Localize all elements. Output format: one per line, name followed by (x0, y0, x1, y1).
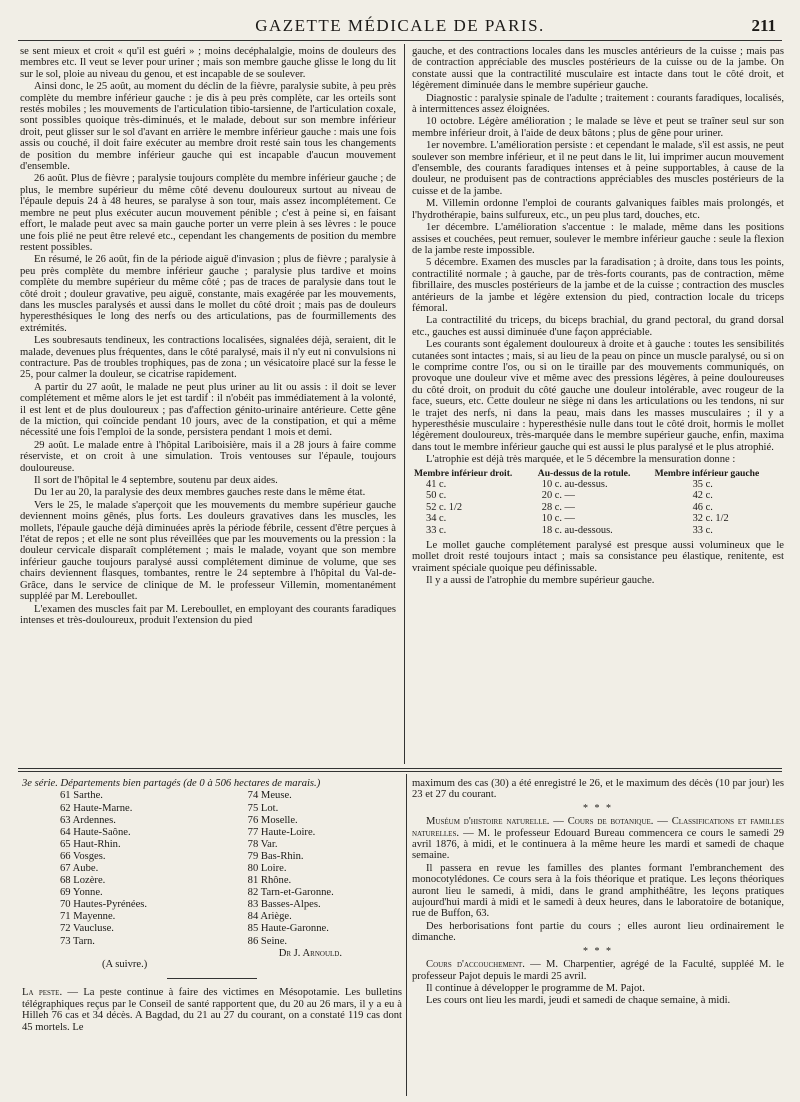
table-cell: 33 c. (692, 524, 713, 536)
table-cell: 33 c. (426, 524, 447, 536)
page-number: 211 (751, 16, 776, 35)
department-item: 62 Haute-Marne. (60, 802, 133, 814)
separator-stars: * * * (583, 802, 613, 814)
paragraph: Les soubresauts tendineux, les contractions localisées, signalées déjà, seraient, dit le malade, devenues plus fréquentes, dans le côté paralysé, mais il n'y eut ni convulsions ni contracture. Pas de troubles trophiques, pas de zona ; un vésicatoire placé sur la fesse le 25, pour calmer la douleur, se cicatrise rapidement. (20, 335, 396, 381)
department-item: 80 Loire. (247, 862, 287, 874)
table-cell: 42 c. (692, 490, 713, 502)
article-column-right (412, 46, 784, 764)
table-cell: 10 c. — (541, 513, 575, 525)
plague-text: — La peste continue à faire des victimes en Mésopotamie. Les bulletins télégraphiques reçus par le Conseil de santé rapportent que, du 20 au 26 mars, il y a eu à Hilleh 76 cas et 34 décès. A Bagdad, du 21 au 27 du courant, on a constaté 119 cas dont 45 mortels. Le (22, 987, 402, 1033)
department-item: 73 Tarn. (60, 935, 95, 947)
department-item: 78 Var. (247, 838, 278, 850)
department-item: 69 Yonne. (60, 887, 103, 899)
museum-paragraph-3: Des herborisations font partie du cours ; elles auront lieu ordinairement le dimanche. (412, 920, 784, 944)
department-item: 82 Tarn-et-Garonne. (247, 887, 334, 899)
table-cell: 50 c. (426, 490, 447, 502)
paragraph: L'examen des muscles fait par M. Lereboullet, en employant des courants faradiques intenses et très-douloureux, produit l'extension du pied (20, 603, 396, 626)
department-item: 77 Haute-Loire. (247, 826, 316, 838)
department-item: 76 Moselle. (247, 814, 298, 826)
author-signature: Dr J. Arnould. (278, 947, 342, 959)
paragraph: Il y a aussi de l'atrophie du membre supérieur gauche. (426, 575, 655, 587)
department-item: 64 Haute-Saône. (60, 826, 131, 838)
paragraph: 29 août. Le malade entre à l'hôpital Lariboisière, mais il a 28 jours à faire comme réserviste, et on croit à une simulation. Trois ventouses sur l'épaule, toujours douloureuse. (20, 439, 396, 474)
measurement-table (412, 468, 784, 536)
table-row (412, 525, 784, 536)
paragraph: 1er novembre. L'amélioration persiste : et cependant le malade, s'il est assis, ne peut soulever son membre inférieur, et il ne peut dans le lit, lui imprimer aucun mouvement d'ensemble, des courants faradiques intenses et à peine supportables, à cause de la douleur, ne produisent pas de contractions appréciables des muscles postérieurs de la cuisse et de la jambe. (412, 140, 784, 197)
table-cell: 10 c. au-dessus. (541, 479, 608, 491)
paragraph: 1er décembre. L'amélioration s'accentue : le malade, même dans les positions assises et couchées, peut remuer, soulever le membre inférieur gauche : seule la flexion de la jambe reste impossible. (412, 222, 784, 256)
museum-notice (412, 816, 784, 862)
obstetrics-notice (412, 959, 784, 982)
short-rule (167, 978, 257, 979)
department-item: 72 Vaucluse. (60, 923, 114, 935)
department-item: 65 Haut-Rhin. (60, 838, 121, 850)
department-item: 71 Mayenne. (60, 911, 116, 923)
right-paragraphs (412, 46, 784, 466)
department-list-b (248, 790, 388, 947)
series-intro: 3e série. Départements bien partagés (de 0 à 506 hectares de marais.) (22, 778, 321, 789)
department-item: 81 Rhône. (247, 875, 292, 887)
table-header: Membre inférieur droit. (414, 467, 513, 479)
department-list-a (60, 790, 245, 947)
separator-stars-2: * * * (583, 945, 613, 957)
obstetrics-lead: Cours d'accouchement. (426, 959, 525, 971)
department-item: 85 Haute-Garonne. (247, 923, 329, 935)
obstetrics-paragraph-2: Il continue à développer le programme de M. Pajot. (426, 982, 645, 994)
department-item: 70 Hautes-Pyrénées. (60, 899, 148, 911)
table-cell: 34 c. (426, 513, 447, 525)
table-header: Au-dessus de la rotule. (537, 467, 631, 479)
department-list (22, 790, 402, 947)
journal-title: GAZETTE MÉDICALE DE PARIS. (255, 16, 545, 35)
department-item: 84 Ariège. (247, 911, 292, 923)
paragraph: 5 décembre. Examen des muscles par la faradisation ; à droite, dans tous les points, contractilité normale ; à gauche, par de très-forts courants, pas de contraction, même fibrillaire, des muscles postérieurs de la jambe et de la cuisse ; contraction des muscles antérieurs de la jambe et légère extension du pied, contraction locale du triceps fémoral. (412, 257, 784, 314)
paragraph: Ainsi donc, le 25 août, au moment du déclin de la fièvre, paralysie subite, à peu près complète du membre inférieur gauche : je dis à peu près complète, car les orteils sont restés mobiles ; les mouvements de l'articulation tibio-tarsienne, de l'articulation coxale, sont possibles quoique très-diminués, et le malade, debout sur son membre inférieur droit, peut glisser sur le sol d'avant en arrière le membre inférieur gauche : mais une fois assis ou couché, il doit faire exécuter au membre droit resté sain tous les changements de position du membre inférieur gauche qui est incapable d'aucun mouvement d'ensemble. (20, 81, 396, 173)
section-rule-top (18, 768, 782, 769)
paragraph: A partir du 27 août, le malade ne peut plus uriner au lit ou assis : il doit se lever complétement et même alors le jet est tardif : il n'obéit pas immédiatement à la volonté, il est lent et de plus douloureux ; pas d'affection génito-urinaire antérieure. Cette gêne de la miction, qui coïncide pendant 10 jours, avec de la constipation, et qui a même nécessité une fois l'emploi de la sonde, persistera pendant 1 mois et demi. (20, 381, 396, 439)
paragraph: 26 août. Plus de fièvre ; paralysie toujours complète du membre inférieur gauche ; de plus, le membre supérieur du même côté devenu douloureux surtout au niveau de l'épaule depuis 24 à 48 heures, se paralyse à son tour, mais assez incomplétement. Ce membre ne peut plus exécuter aucun mouvement pénible ; c'est à peine si, en faisant effort, le malade peut avec sa main gauche porter un verre plein à ses lèvres : le pouce une fois plié ne peut être relevé etc., cependant les changements de position du membre restent possibles. (20, 173, 396, 253)
museum-lead: Muséum d'histoire naturelle. — Cours de botanique. — Classifications et familles naturelles. (412, 816, 784, 839)
paragraph: M. Villemin ordonne l'emploi de courants galvaniques faibles mais prolongés, et l'hydrothérapie, bains sulfureux, etc., un peu plus tard, douches, etc. (412, 198, 784, 221)
paragraph: Vers le 25, le malade s'aperçoit que les mouvements du membre supérieur gauche deviennent moins gênés, plus forts. Les douleurs gravatives dans les muscles, les mollets, l'épaule gauche déjà diminuées après la période fébrile, cessent d'être perçues à l'état de repos ; et elle ne sont plus réveillées que par les mouvements ou la pression : la douleur cervicale disparaît complétement ; mais le malade, voyant que son membre inférieur gauche toujours paralysé aussi complétement diminue de volume, que ses chairs deviennent flasques, tombantes, rentre le 24 septembre à l'hôpital du Val-de-Grâce, dans le service de clinique de M. le professeur Villemin, momentanément suppléé par M. Lereboullet. (20, 499, 396, 603)
obstetrics-paragraph-3: Les cours ont lieu les mardi, jeudi et samedi de chaque semaine, à midi. (426, 995, 731, 1007)
page-header (18, 16, 782, 36)
paragraph: Diagnostic : paralysie spinale de l'adulte ; traitement : courants faradiques, localisés, à intermittences assez éloignées. (412, 92, 784, 116)
paragraph: Du 1er au 20, la paralysie des deux membres gauches reste dans le même état. (34, 487, 366, 499)
department-item: 86 Seine. (247, 935, 288, 947)
department-item: 83 Basses-Alpes. (247, 899, 321, 911)
article-column-left (20, 46, 396, 764)
bottom-column-divider (406, 774, 407, 1096)
departments-column (22, 778, 402, 1096)
notices-column (412, 778, 784, 1096)
table-row (412, 490, 784, 501)
department-item: 74 Meuse. (247, 790, 292, 802)
plague-paragraph (22, 987, 402, 1033)
table-cell: 35 c. (692, 479, 713, 491)
department-item: 75 Lot. (247, 802, 279, 814)
table-cell: 20 c. — (541, 490, 575, 502)
table-cell: 28 c. — (541, 501, 575, 513)
museum-text: — M. le professeur Edouard Bureau commencera ce cours le samedi 29 avril 1876, à midi, et le continuera à la même heure les mardi et samedi de chaque semaine. (412, 827, 784, 862)
obstetrics-text: — M. Charpentier, agrégé de la Faculté, suppléé M. le professeur Pajot depuis le mardi 25 avril. (412, 959, 784, 982)
paragraph: gauche, et des contractions locales dans les muscles antérieurs de la cuisse ; mais pas de contraction appréciable des muscles postérieurs de la cuisse ou de la jambe. On constate aussi que la contractilité musculaire est intacte dans tout le côté droit, et légèrement diminuée dans le membre supérieur gauche. (412, 46, 784, 92)
header-rule (18, 40, 782, 41)
to-be-continued: (A suivre.) (102, 959, 148, 971)
paragraph: 10 octobre. Légère amélioration ; le malade se lève et peut se traîner seul sur son membre inférieur droit, à l'aide de deux bâtons ; plus de gêne pour uriner. (412, 116, 784, 139)
table-header: Membre inférieur gauche (654, 467, 760, 479)
paragraph: En résumé, le 26 août, fin de la période aiguë d'invasion ; plus de fièvre ; paralysie à peu près complète du membre inférieur gauche ; paralysie plus tardive et moins complète du membre supérieur du même côté ; pas de traces de paralysie dans tout le côté droit ; douleur gravative, peu aiguë, constante, mais exagérée par les mouvements, dans les muscles paralysés et aussi dans le mollet du côté droit ; mais pas de douleurs hyperesthésiques le long des nerfs ou des articulations, pas de fourmillements des extrémités. (20, 254, 396, 334)
table-cell: 18 c. au-dessous. (541, 524, 613, 536)
table-row (412, 479, 784, 490)
column-divider (404, 44, 405, 764)
department-item: 61 Sarthe. (60, 790, 103, 802)
department-item: 79 Bas-Rhin. (247, 850, 304, 862)
paragraph: Il sort de l'hôpital le 4 septembre, soutenu par deux aides. (34, 475, 278, 487)
table-cell: 52 c. 1/2 (426, 501, 463, 513)
museum-paragraph-2: Il passera en revue les familles des plantes formant l'embranchement des monocotylédones. Ce cours sera à la fois théorique et pratique. Les leçons théoriques auront lieu le samedi, à midi, dans le grand amphithéâtre, les leçons pratiques aujourd'hui mardi à midi et le samedi à deux heures, dans le laboratoire de botanique, rue de Buffon, 63. (412, 862, 784, 920)
department-item: 63 Ardennes. (60, 814, 116, 826)
paragraph: se sent mieux et croit « qu'il est guéri » ; moins decéphalalgie, moins de douleurs des membres etc. Il veut se lever pour uriner ; mais son membre gauche glisse le long du lit sur le sol, ploie au niveau du genou, et est incapable de se soulever. (20, 46, 396, 80)
table-row (412, 513, 784, 524)
table-cell: 41 c. (426, 479, 447, 491)
department-item: 67 Aube. (60, 862, 99, 874)
plague-lead: La peste. (22, 987, 63, 999)
department-item: 66 Vosges. (60, 850, 106, 862)
section-rule-bottom (18, 771, 782, 772)
table-cell: 32 c. 1/2 (692, 513, 729, 525)
table-cell: 46 c. (692, 501, 713, 513)
paragraph: Le mollet gauche complétement paralysé est presque aussi volumineux que le mollet droit resté toujours intact ; mais sa consistance peu élastique, renitente, est vraiment spéciale quoique peu définissable. (412, 540, 784, 574)
table-row (412, 502, 784, 513)
paragraph: Les courants sont également douloureux à droite et à gauche : toutes les sensibilités cutanées sont intactes ; mais, si au lieu de la peau on pince un muscle paralysé, ou si on le comprime contre l'os, ou si on le tiraille par des mouvements communiqués, on provoque une douleur vive et même avec des pressions légères, à peine douloureuses du côté droit, on produit du côté gauche une douleur intolérable, avec rougeur de la face, sueurs, etc. Cette douleur ne siège ni dans les articulations ou les tendons, ni sur le trajet des nerfs, ni dans la peau, mais dans les masses musculaires ; il y a hyperesthésie musculaire : hyperesthésie nulle dans tout le côté droit, hormis le mollet légèrement douloureux, très-marquée dans le membre supérieur gauche, enfin, maxima dans tout le membre inférieur gauche qui est aussi le plus paralysé et le plus atrophié. (412, 339, 784, 453)
plague-continuation: maximum des cas (30) a été enregistré le 26, et le maximum des décès (10 par jour) les 23 et 27 du courant. (412, 778, 784, 801)
paragraph: La contractilité du triceps, du biceps brachial, du grand pectoral, du grand dorsal etc., gauches est aussi diminuée d'une façon appréciable. (412, 315, 784, 338)
department-item: 68 Lozère. (60, 875, 106, 887)
right-after-paragraphs (412, 540, 784, 587)
paragraph: L'atrophie est déjà très marquée, et le 5 décembre la mensuration donne : (426, 454, 736, 466)
